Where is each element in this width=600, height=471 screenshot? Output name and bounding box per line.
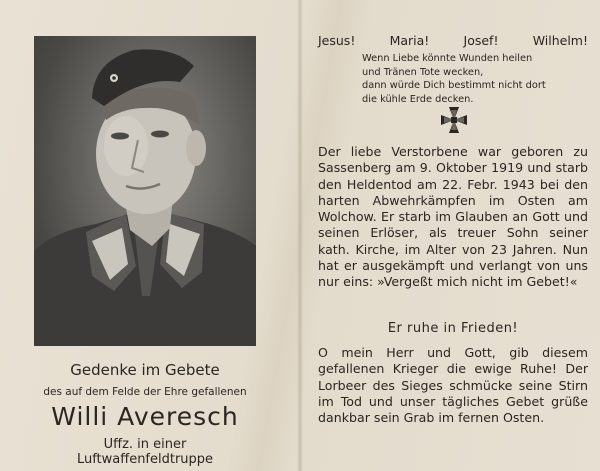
verse-line: und Tränen Tote wecken,	[362, 66, 484, 78]
invocation-josef: Josef!	[463, 33, 499, 48]
rank-line: Uffz. in einer Luftwaffenfeldtruppe	[76, 437, 214, 467]
prayer-paragraph: O mein Herr und Gott, gib diesem gefallenen Krieger die ewige Ruhe! Der Lorbeer des Sieges schmücke seine Stirn im Tod und unser tägliches Gebet grüße dankbar sein Grab im fernen Osten.	[318, 345, 588, 426]
verse-line: Wenn Liebe könnte Wunden heilen	[362, 53, 533, 64]
invocation-wilhelm: Wilhelm!	[532, 33, 588, 48]
biography-text	[318, 144, 588, 291]
verse-line: dann würde Dich bestimmt nicht dort	[362, 80, 546, 91]
invocation-maria: Maria!	[389, 33, 430, 48]
prayer-text	[318, 345, 588, 426]
invocation-line	[318, 33, 588, 48]
subtitle-line: des auf dem Felde der Ehre gefallenen	[43, 386, 247, 398]
gedenke-heading: Gedenke im Gebete	[70, 361, 220, 379]
rest-in-peace: Er ruhe in Frieden!	[387, 321, 519, 336]
invocation-jesus: Jesus!	[318, 33, 356, 48]
portrait-illustration	[34, 36, 256, 346]
iron-cross-icon	[441, 107, 467, 133]
portrait-photo	[34, 36, 256, 346]
deceased-name: Willi Averesch	[51, 402, 239, 431]
verse	[362, 52, 582, 106]
biography-paragraph: Der liebe Verstorbene war geboren zu Sassenberg am 9. Oktober 1919 und starb den Heldentod am 22. Febr. 1943 bei den harten Abwehrkämpfen im Osten am Wolchow. Er starb im Glauben an Gott und seinen Erlöser, als treuer Sohn seiner kath. Kirche, im Alter von 23 Jahren. Nun hat er ausgekämpft und verlangt von uns nur eins: »Vergeßt mich nicht im Gebet!«	[318, 144, 588, 290]
card-fold	[297, 0, 303, 471]
verse-line: die kühle Erde decken.	[362, 93, 474, 105]
